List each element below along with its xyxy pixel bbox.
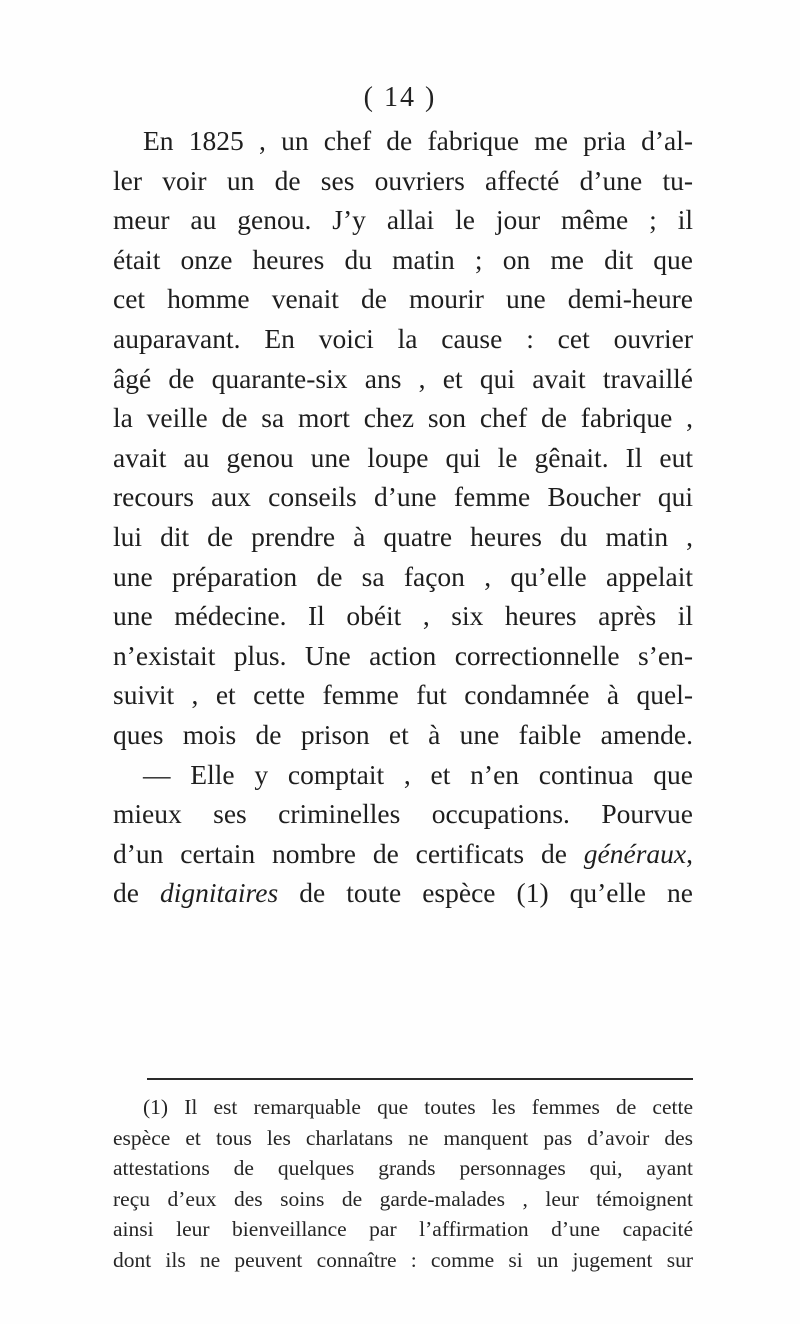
footnote-separator-rule xyxy=(147,1078,693,1080)
body-line: auparavant. En voici la cause : cet ouvrier xyxy=(113,322,693,354)
body-line-text: , xyxy=(686,837,693,869)
body-line: ler voir un de ses ouvriers affecté d’une tu- xyxy=(113,164,693,196)
footnote-line: reçu d’eux des soins de garde-malades , leur témoignent xyxy=(113,1186,693,1211)
body-line: lui dit de prendre à quatre heures du matin , xyxy=(113,520,693,552)
body-line: suivit , et cette femme fut condamnée à quel- xyxy=(113,679,693,711)
body-line: En 1825 , un chef de fabrique me pria d’al- xyxy=(143,125,693,156)
body-line: était onze heures du matin ; on me dit que xyxy=(113,243,693,275)
body-line: âgé de quarante-six ans , et qui avait travaillé xyxy=(113,362,693,394)
footnote-line: ainsi leur bienveillance par l’affirmation d’une capacité xyxy=(113,1217,693,1242)
page-number: ( 14 ) xyxy=(363,82,437,113)
body-line-with-italic xyxy=(113,873,693,913)
body-line: mieux ses criminelles occupations. Pourvue xyxy=(113,798,693,830)
body-line: une médecine. Il obéit , six heures après il xyxy=(113,600,693,632)
footnote xyxy=(113,1092,693,1276)
body-line-text: de toute espèce (1) qu’elle ne xyxy=(278,877,693,909)
body-line: cet homme venait de mourir une demi-heure xyxy=(113,283,693,315)
body-line: meur au genou. J’y allai le jour même ; il xyxy=(113,204,693,236)
body-line-text: de xyxy=(113,877,160,909)
body-line: — Elle y comptait , et n’en continua que xyxy=(143,758,693,790)
body-line: avait au genou une loupe qui le gênait. Il eut xyxy=(113,441,693,473)
footnote-line: dont ils ne peuvent connaître : comme si un jugement sur xyxy=(113,1247,693,1272)
body-line-with-italic xyxy=(113,834,693,874)
body-line-text: d’un certain nombre de certificats de xyxy=(113,837,584,869)
body-text xyxy=(113,121,693,913)
footnote-line: attestations de quelques grands personnages qui, ayant xyxy=(113,1156,693,1181)
body-line: n’existait plus. Une action correctionnelle s’en- xyxy=(113,639,693,671)
italic-term-dignitaires: dignitaires xyxy=(160,877,279,909)
body-line: ques mois de prison et à une faible amende. xyxy=(113,718,693,750)
italic-term-generaux: généraux xyxy=(583,837,687,869)
footnote-line: (1) Il est remarquable que toutes les femmes de cette xyxy=(143,1095,693,1119)
body-line: la veille de sa mort chez son chef de fabrique , xyxy=(113,402,693,434)
body-line: recours aux conseils d’une femme Boucher qui xyxy=(113,481,693,513)
footnote-line: espèce et tous les charlatans ne manquent pas d’avoir des xyxy=(113,1125,693,1150)
body-line: une préparation de sa façon , qu’elle appelait xyxy=(113,560,693,592)
